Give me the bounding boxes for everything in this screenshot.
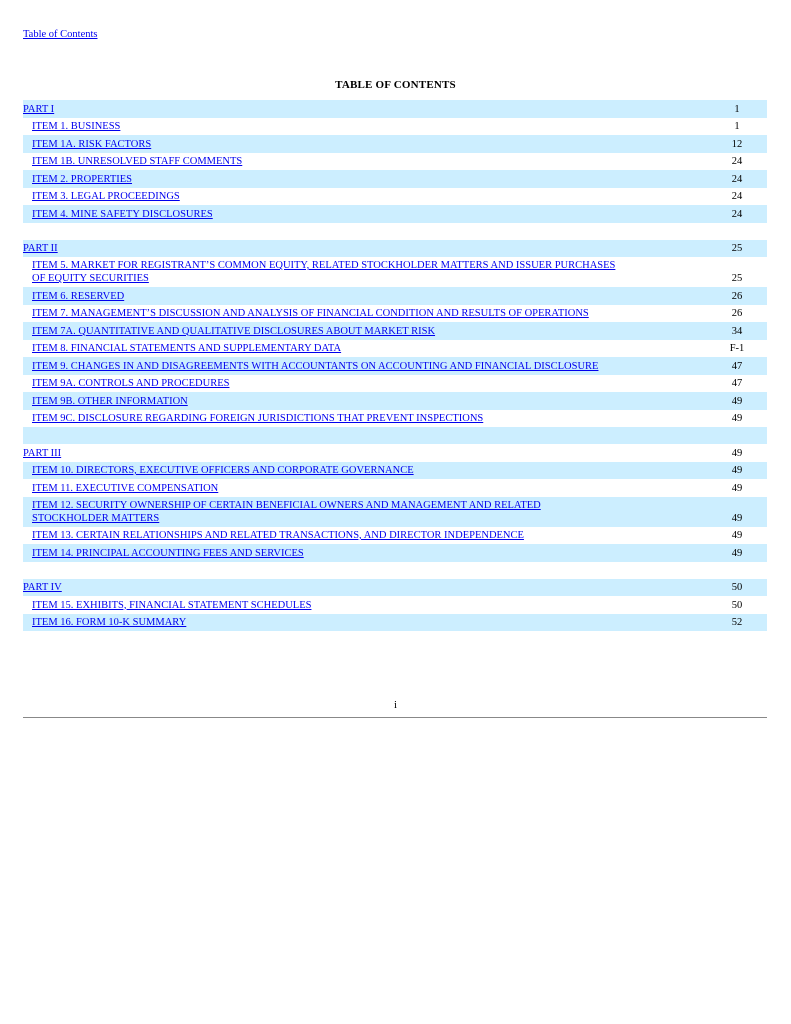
- toc-page-number: 24: [731, 191, 743, 202]
- toc-part-row: [23, 579, 767, 597]
- toc-item-row: [23, 322, 767, 340]
- toc-item-link[interactable]: ITEM 11. EXECUTIVE COMPENSATION: [32, 482, 219, 494]
- toc-item-link[interactable]: ITEM 16. FORM 10-K SUMMARY: [32, 617, 187, 628]
- toc-page-number: 47: [731, 378, 743, 389]
- toc-page-number: 49: [731, 395, 743, 407]
- toc-page-number: 49: [731, 447, 743, 459]
- toc-spacer: [23, 223, 767, 240]
- toc-page-number: 25: [731, 273, 743, 284]
- toc-item-link[interactable]: ITEM 9C. DISCLOSURE REGARDING FOREIGN JURISDICTIONS THAT PREVENT INSPECTIONS: [32, 413, 484, 424]
- toc-item-link[interactable]: ITEM 10. DIRECTORS, EXECUTIVE OFFICERS AND CORPORATE GOVERNANCE: [32, 465, 414, 476]
- toc-page-number: 1: [734, 121, 740, 132]
- toc-spacer: [23, 427, 767, 444]
- toc-item-row: [23, 135, 767, 153]
- toc-part-row: [23, 240, 767, 258]
- toc-item-row: [23, 205, 767, 223]
- toc-item-row: [23, 153, 767, 171]
- toc-item-link[interactable]: ITEM 3. LEGAL PROCEEDINGS: [32, 191, 180, 202]
- toc-item-link[interactable]: ITEM 15. EXHIBITS, FINANCIAL STATEMENT SCHEDULES: [32, 599, 312, 611]
- toc-item-link[interactable]: ITEM 9A. CONTROLS AND PROCEDURES: [32, 378, 230, 389]
- toc-page-number: 52: [731, 617, 743, 628]
- toc-item-link[interactable]: ITEM 1B. UNRESOLVED STAFF COMMENTS: [32, 156, 243, 167]
- toc-page-number: 26: [731, 308, 743, 319]
- page-title: TABLE OF CONTENTS: [335, 79, 456, 91]
- toc-page-number: 50: [731, 582, 743, 593]
- toc-item-row: [23, 357, 767, 375]
- toc-page-number: 24: [731, 156, 743, 167]
- toc-page-number: 49: [731, 512, 743, 524]
- toc-part-link[interactable]: PART IV: [23, 582, 62, 593]
- toc-spacer: [23, 562, 767, 579]
- toc-page-number: 26: [731, 290, 743, 302]
- toc-page-number: 49: [731, 482, 743, 494]
- toc-page-number: F-1: [729, 343, 745, 354]
- page-number: i: [393, 699, 398, 711]
- footer-divider: [23, 717, 767, 718]
- toc-item-link[interactable]: ITEM 1. BUSINESS: [32, 121, 121, 132]
- toc-part-link[interactable]: PART III: [23, 447, 62, 459]
- toc-item-link[interactable]: ITEM 8. FINANCIAL STATEMENTS AND SUPPLEMENTARY DATA: [32, 343, 342, 354]
- toc-item-link[interactable]: ITEM 6. RESERVED: [32, 290, 125, 302]
- toc-item-row: [23, 118, 767, 136]
- toc-item-row: [23, 340, 767, 358]
- toc-item-link[interactable]: ITEM 9. CHANGES IN AND DISAGREEMENTS WITH ACCOUNTANTS ON ACCOUNTING AND FINANCIAL DISCLOSURE: [32, 360, 599, 372]
- toc-item-row: [23, 375, 767, 393]
- toc-item-link[interactable]: ITEM 7. MANAGEMENT’S DISCUSSION AND ANALYSIS OF FINANCIAL CONDITION AND RESULTS OF OPERATIONS: [32, 308, 589, 319]
- toc-part-link[interactable]: PART II: [23, 243, 58, 254]
- toc-part-row: [23, 100, 767, 118]
- toc-part-link[interactable]: PART I: [23, 103, 55, 115]
- toc-item-row: [23, 614, 767, 632]
- toc-page-number: 24: [731, 208, 743, 220]
- toc-item-row: [23, 287, 767, 305]
- table-of-contents-link[interactable]: Table of Contents: [23, 29, 98, 40]
- toc-item-link[interactable]: ITEM 7A. QUANTITATIVE AND QUALITATIVE DISCLOSURES ABOUT MARKET RISK: [32, 325, 436, 337]
- toc-page-number: 50: [731, 599, 743, 611]
- toc-item-row: [23, 392, 767, 410]
- toc-page-number: 12: [731, 138, 743, 150]
- toc-item-link[interactable]: ITEM 13. CERTAIN RELATIONSHIPS AND RELATED TRANSACTIONS, AND DIRECTOR INDEPENDENCE: [32, 530, 524, 541]
- toc-page-number: 49: [731, 413, 743, 424]
- toc-page-number: 49: [731, 465, 743, 476]
- toc-part-row: [23, 444, 767, 462]
- toc-page-number: 49: [731, 530, 743, 541]
- toc-item-row: [23, 544, 767, 562]
- toc-item-row: [23, 527, 767, 545]
- toc-item-row: [23, 170, 767, 188]
- toc-item-link[interactable]: ITEM 2. PROPERTIES: [32, 173, 133, 185]
- toc-item-link[interactable]: ITEM 12. SECURITY OWNERSHIP OF CERTAIN BENEFICIAL OWNERS AND MANAGEMENT AND RELATED STOCKHOLDER MATTERS: [32, 499, 541, 524]
- toc-page-number: 34: [731, 325, 743, 337]
- toc-page-number: 1: [734, 103, 740, 115]
- toc-item-row: [23, 497, 767, 527]
- toc-table: [23, 100, 767, 631]
- toc-item-row: [23, 257, 767, 287]
- toc-item-link[interactable]: ITEM 14. PRINCIPAL ACCOUNTING FEES AND SERVICES: [32, 547, 304, 559]
- toc-item-link[interactable]: ITEM 4. MINE SAFETY DISCLOSURES: [32, 208, 213, 220]
- toc-item-row: [23, 479, 767, 497]
- toc-item-link[interactable]: ITEM 1A. RISK FACTORS: [32, 138, 152, 150]
- toc-page-number: 49: [731, 547, 743, 559]
- toc-item-row: [23, 410, 767, 428]
- toc-item-link[interactable]: ITEM 5. MARKET FOR REGISTRANT’S COMMON EQUITY, RELATED STOCKHOLDER MATTERS AND ISSUER PURCHASES OF EQUITY SECURITIES: [32, 260, 616, 284]
- toc-page-number: 25: [731, 243, 743, 254]
- toc-item-link[interactable]: ITEM 9B. OTHER INFORMATION: [32, 395, 188, 407]
- toc-page-number: 47: [731, 360, 743, 372]
- toc-page-number: 24: [731, 173, 743, 185]
- toc-item-row: [23, 596, 767, 614]
- toc-item-row: [23, 462, 767, 480]
- toc-item-row: [23, 188, 767, 206]
- toc-item-row: [23, 305, 767, 323]
